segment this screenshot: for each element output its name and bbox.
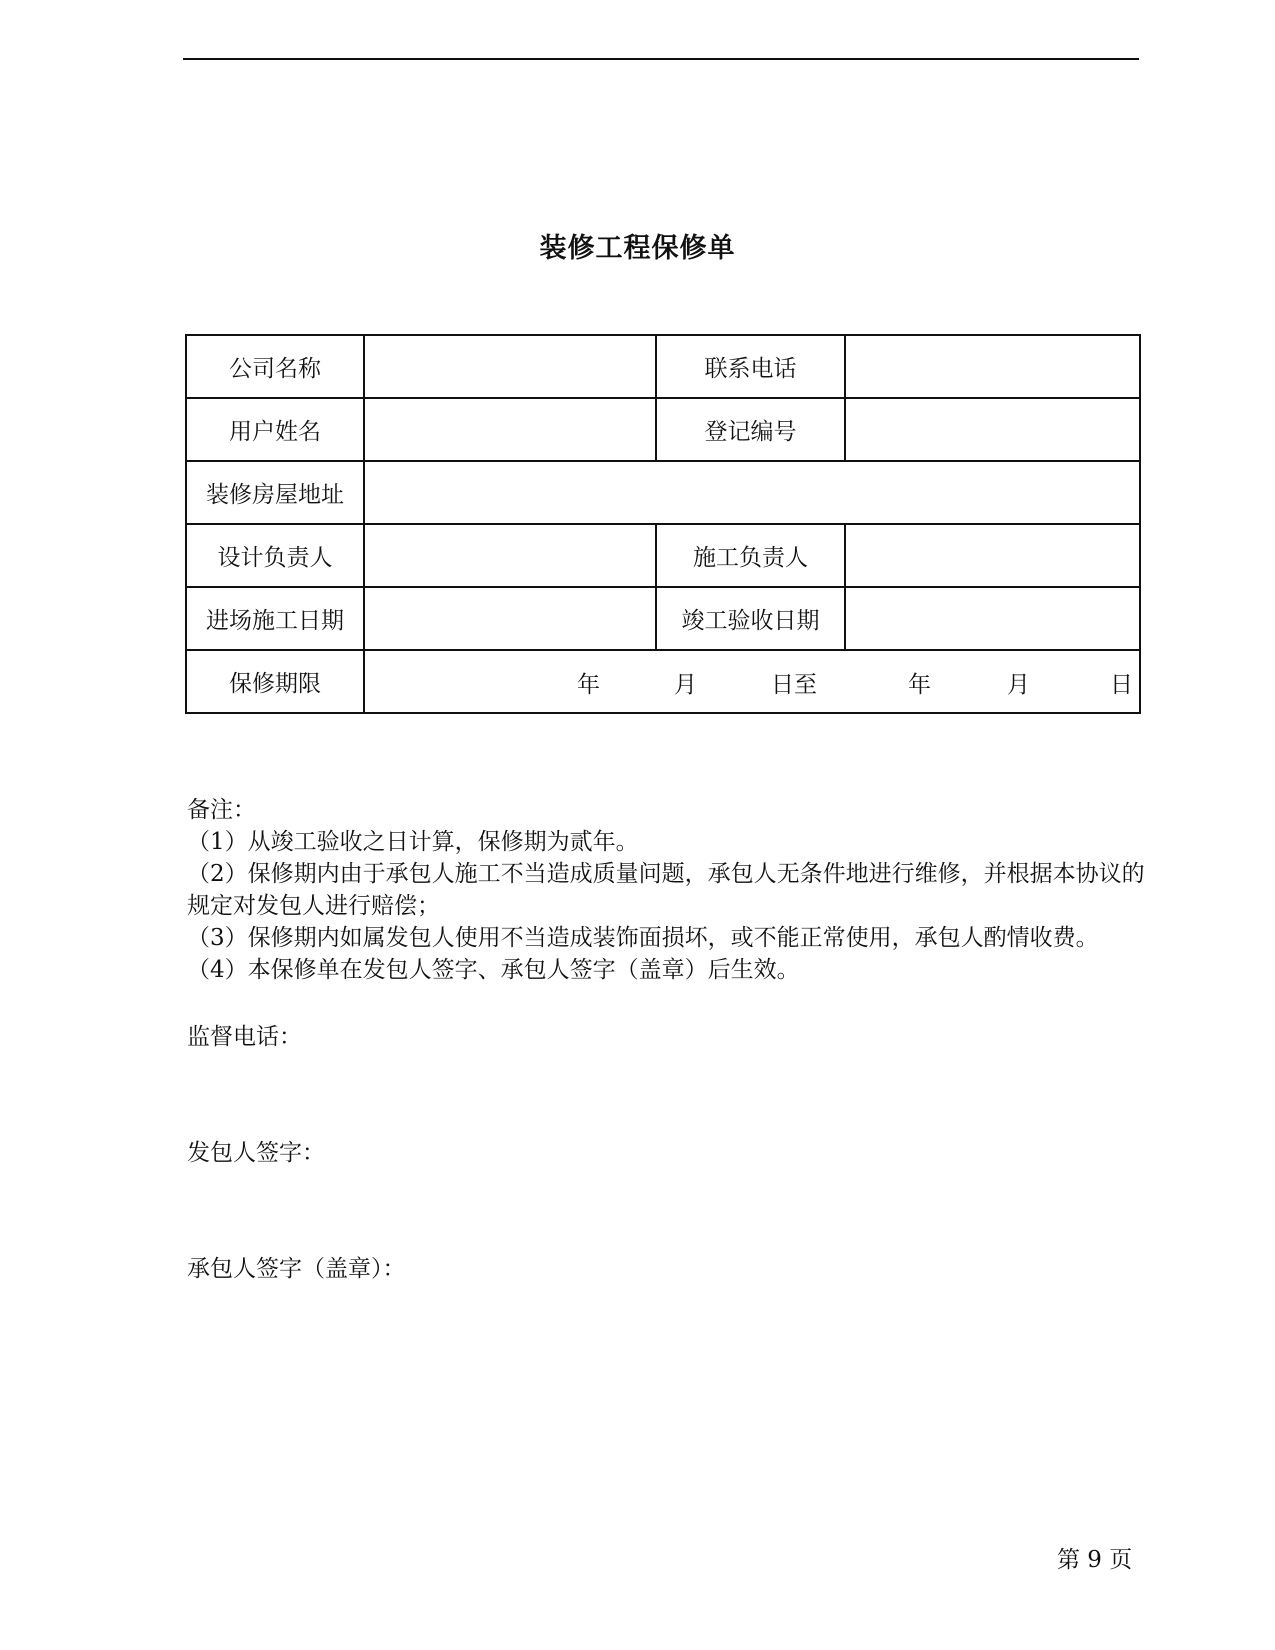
period-year-1: 年 bbox=[577, 672, 600, 698]
registration-number-field[interactable] bbox=[845, 398, 1140, 461]
period-month-2: 月 bbox=[1007, 672, 1030, 698]
supervision-phone-label: 监督电话： bbox=[187, 1024, 302, 1050]
table-row bbox=[186, 587, 1140, 650]
designer-label: 设计负责人 bbox=[186, 524, 364, 587]
page-number: 第 9 页 bbox=[1057, 1547, 1133, 1573]
registration-number-label: 登记编号 bbox=[656, 398, 845, 461]
note-item: （3）保修期内如属发包人使用不当造成装饰面损坏，或不能正常使用，承包人酌情收费。 bbox=[187, 925, 1099, 951]
builder-label: 施工负责人 bbox=[656, 524, 845, 587]
company-name-label: 公司名称 bbox=[186, 335, 364, 398]
completion-date-label: 竣工验收日期 bbox=[656, 587, 845, 650]
table-row bbox=[186, 461, 1140, 524]
notes-section bbox=[187, 794, 1147, 986]
period-year-2: 年 bbox=[908, 672, 931, 698]
phone-field[interactable] bbox=[845, 335, 1140, 398]
note-item: （4）本保修单在发包人签字、承包人签字（盖章）后生效。 bbox=[187, 957, 800, 983]
warranty-form-table bbox=[185, 334, 1141, 714]
note-item: （1）从竣工验收之日计算，保修期为贰年。 bbox=[187, 829, 639, 855]
company-name-field[interactable] bbox=[364, 335, 656, 398]
warranty-period-field[interactable] bbox=[364, 650, 1140, 713]
address-label: 装修房屋地址 bbox=[186, 461, 364, 524]
table-row bbox=[186, 524, 1140, 587]
note-item: （2）保修期内由于承包人施工不当造成质量问题，承包人无条件地进行维修，并根据本协议的规定对发包人进行赔偿； bbox=[187, 861, 1145, 919]
phone-label: 联系电话 bbox=[656, 335, 845, 398]
employer-signature-label: 发包人签字： bbox=[187, 1140, 325, 1166]
completion-date-field[interactable] bbox=[845, 587, 1140, 650]
table-row bbox=[186, 398, 1140, 461]
designer-field[interactable] bbox=[364, 524, 656, 587]
table-row bbox=[186, 335, 1140, 398]
user-name-label: 用户姓名 bbox=[186, 398, 364, 461]
user-name-field[interactable] bbox=[364, 398, 656, 461]
period-day-2: 日 bbox=[1110, 672, 1133, 698]
address-field[interactable] bbox=[364, 461, 1140, 524]
table-row bbox=[186, 650, 1140, 713]
builder-field[interactable] bbox=[845, 524, 1140, 587]
warranty-period-label: 保修期限 bbox=[186, 650, 364, 713]
header-rule bbox=[183, 58, 1139, 60]
period-day-to: 日至 bbox=[771, 672, 817, 698]
contractor-signature-label: 承包人签字（盖章）： bbox=[187, 1256, 406, 1282]
notes-heading: 备注： bbox=[187, 797, 256, 823]
start-date-field[interactable] bbox=[364, 587, 656, 650]
period-month-1: 月 bbox=[674, 672, 697, 698]
start-date-label: 进场施工日期 bbox=[186, 587, 364, 650]
document-title: 装修工程保修单 bbox=[539, 233, 736, 264]
